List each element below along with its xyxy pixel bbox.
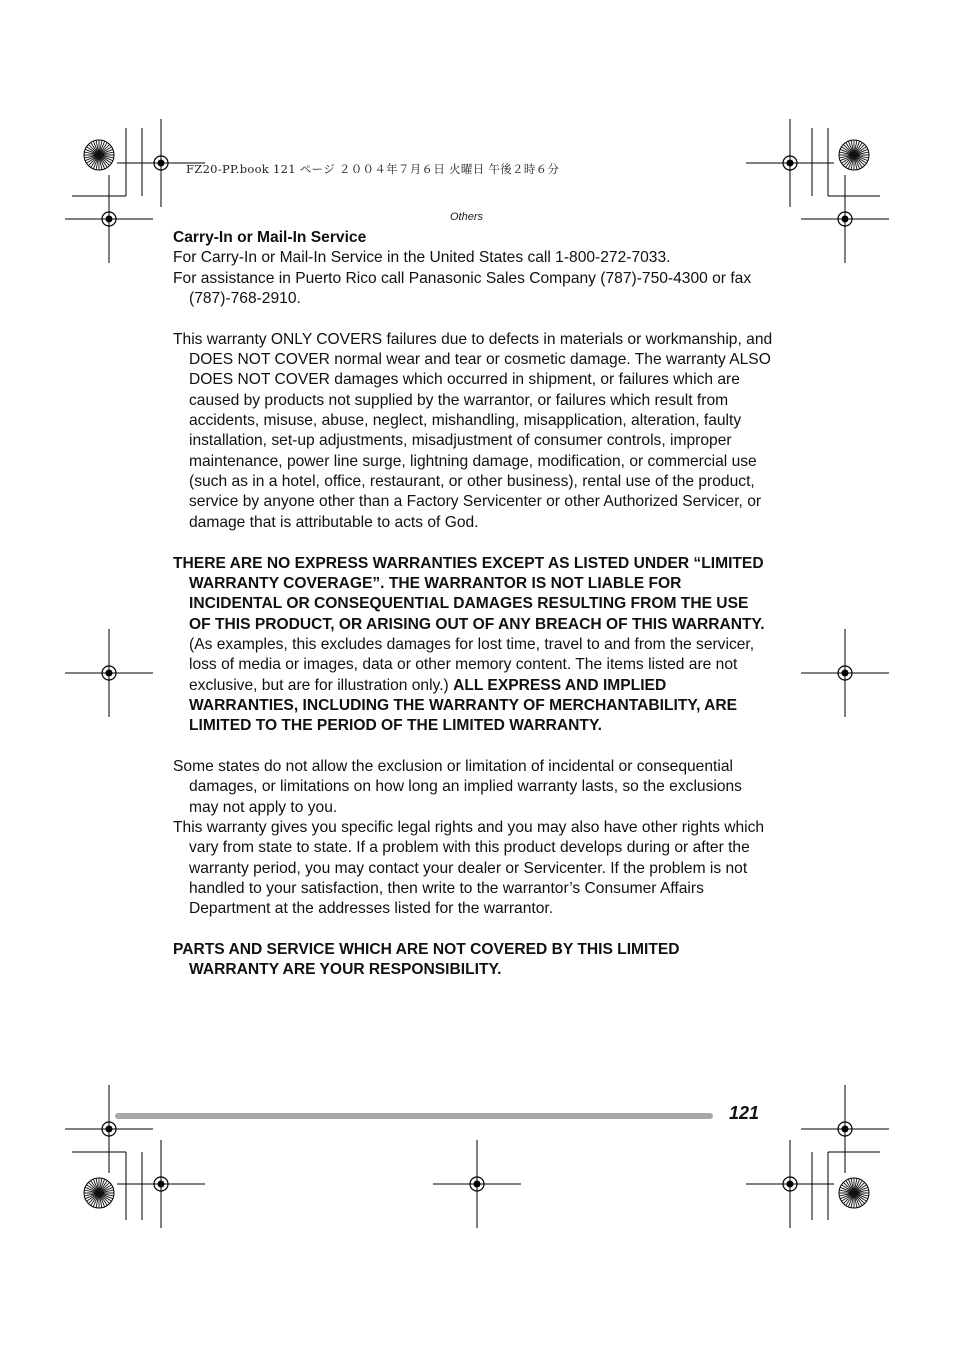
color-wheel-icon xyxy=(84,140,114,170)
registration-mark-icon xyxy=(801,1085,889,1173)
carry-in-pr-paragraph: For assistance in Puerto Rico call Panasonic Sales Company (787)-750-4300 or fax (787)-768-2910. xyxy=(173,269,752,308)
print-info: FZ20-PP.book 121 ページ ２００４年７月６日 火曜日 午後２時６分 xyxy=(186,162,560,176)
express-warranty-examples-text: (As examples, this excludes damages for lost time, travel to and from the servicer, loss of media or images, data or other memory content. The items listed are not exclusive, but are for illustration only.) xyxy=(189,635,755,694)
registration-mark-icon xyxy=(65,629,153,717)
registration-mark-icon xyxy=(746,119,834,207)
section-label: Others xyxy=(450,211,484,223)
legal-rights-paragraph: This warranty gives you specific legal rights and you may also have other rights which vary from state to state. If a problem with this product develops during or after the warranty period, you may contact your dealer or Servicenter. If the problem is not handled to your satisfaction, then write to the warrantor’s Consumer Affairs Department at the addresses listed for the warrantor. xyxy=(173,818,765,918)
registration-mark-icon xyxy=(801,175,889,263)
express-warranty-paragraph xyxy=(173,554,773,737)
implied-warranty-bold-text: ALL EXPRESS AND IMPLIED WARRANTIES, INCLUDING THE WARRANTY OF MERCHANTABILITY, ARE LIMITED TO THE PERIOD OF THE LIMITED WARRANTY. xyxy=(189,676,738,735)
registration-mark-icon xyxy=(65,1085,153,1173)
warranty-content xyxy=(173,228,773,981)
states-paragraph: Some states do not allow the exclusion or limitation of incidental or consequential damages, or limitations on how long an implied warranty lasts, so the exclusions may not apply to you. xyxy=(173,757,742,816)
coverage-paragraph: This warranty ONLY COVERS failures due to defects in materials or workmanship, and DOES NOT COVER normal wear and tear or cosmetic damage. The warranty ALSO DOES NOT COVER damages which occurred in shipment, or failures which are caused by products not supplied by the warrantor, or failures which result from accidents, misuse, abuse, neglect, mishandling, misapplication, alteration, faulty installation, set-up adjustments, misadjustment of consumer controls, improper maintenance, power line surge, lightning damage, modification, or commercial use (such as in a hotel, office, restaurant, or other business), rental use of the product, service by anyone other than a Factory Servicenter or other Authorized Servicer, or damage that is attributable to acts of God. xyxy=(173,330,773,531)
color-wheel-icon xyxy=(84,1178,114,1208)
color-wheel-icon xyxy=(839,140,869,170)
express-warranty-bold-text: THERE ARE NO EXPRESS WARRANTIES EXCEPT AS LISTED UNDER “LIMITED WARRANTY COVERAGE”. THE WARRANTOR IS NOT LIABLE FOR INCIDENTAL OR CONSEQUENTIAL DAMAGES RESULTING FROM THE USE OF THIS PRODUCT, OR ARISING OUT OF ANY BREACH OF THIS WARRANTY. xyxy=(173,554,765,633)
registration-mark-icon xyxy=(433,1140,521,1228)
parts-service-paragraph: PARTS AND SERVICE WHICH ARE NOT COVERED BY THIS LIMITED WARRANTY ARE YOUR RESPONSIBILITY. xyxy=(173,941,680,979)
registration-mark-icon xyxy=(65,175,153,263)
registration-mark-icon xyxy=(117,1140,205,1228)
color-wheel-icon xyxy=(839,1178,869,1208)
registration-mark-icon xyxy=(746,1140,834,1228)
carry-in-heading: Carry-In or Mail-In Service xyxy=(173,229,367,246)
registration-mark-icon xyxy=(801,629,889,717)
carry-in-us-paragraph: For Carry-In or Mail-In Service in the United States call 1-800-272-7033. xyxy=(173,249,671,267)
page-number: 121 xyxy=(729,1103,760,1123)
